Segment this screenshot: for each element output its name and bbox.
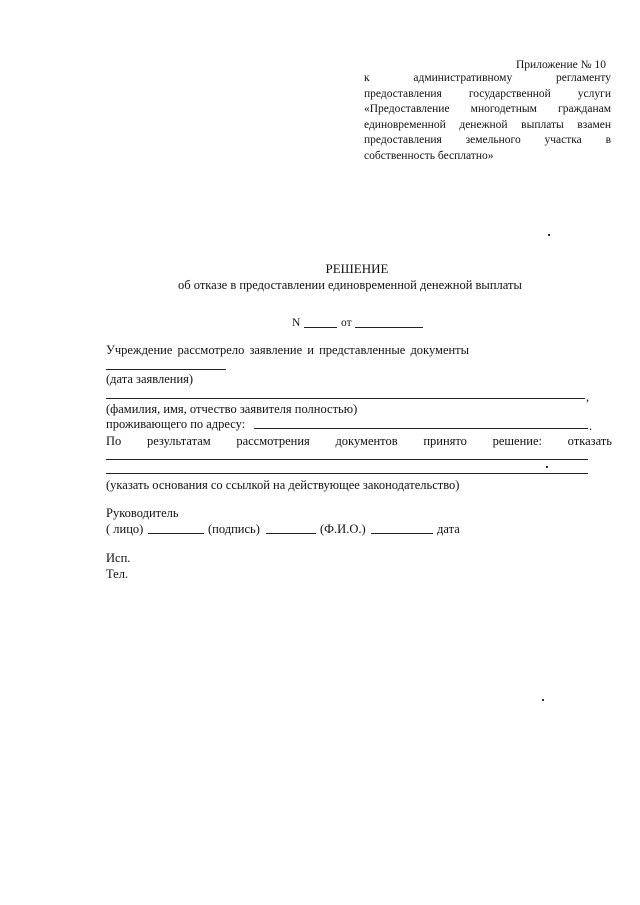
address-dot: .	[589, 419, 593, 433]
address-label: проживающего по адресу:	[106, 417, 246, 431]
result-word: результатам	[146, 434, 211, 448]
result-word: документов	[335, 434, 398, 448]
date-label: дата	[437, 522, 460, 536]
fio-label: (Ф.И.О.)	[320, 522, 366, 536]
face-label: ( лицо)	[106, 522, 144, 536]
head-label: Руководитель	[106, 506, 179, 520]
result-word: рассмотрения	[236, 434, 310, 448]
sign-blank	[266, 533, 316, 534]
annex-text	[364, 71, 611, 165]
face-blank	[148, 533, 204, 534]
decision-subheading: об отказе в предоставлении единовременной денежной выплаты	[178, 278, 522, 292]
decision-date-label: от	[341, 317, 352, 329]
decision-heading: РЕШЕНИЕ	[325, 261, 389, 276]
intro-text: Учреждение рассмотрело заявление и представленные документы	[106, 343, 470, 357]
applicant-name-blank	[106, 398, 585, 399]
result-word: отказать	[567, 434, 612, 448]
scan-speck	[548, 234, 550, 236]
annex-line: предоставления государственной услуги	[364, 87, 611, 100]
decision-number-label: N	[292, 317, 301, 329]
application-date-caption: (дата заявления)	[106, 372, 194, 386]
application-date-blank	[106, 369, 226, 370]
result-word: решение:	[492, 434, 542, 448]
annex-line: собственность бесплатно»	[364, 149, 494, 162]
annex-line: «Предоставление многодетным гражданам	[364, 103, 611, 116]
address-blank	[254, 428, 588, 429]
applicant-name-comma: ,	[586, 390, 590, 404]
fio-blank	[371, 533, 433, 534]
grounds-caption: (указать основания со ссылкой на действующее законодательство)	[106, 478, 460, 492]
grounds-blank-2	[106, 473, 588, 474]
executor-label: Исп.	[106, 551, 131, 565]
annex-line: предоставления земельного участка в	[364, 134, 611, 147]
scan-speck	[542, 699, 544, 701]
sign-label: (подпись)	[208, 522, 260, 536]
annex-line: единовременной денежной выплаты взамен	[364, 118, 611, 131]
applicant-name-caption: (фамилия, имя, отчество заявителя полностью)	[106, 402, 358, 416]
result-word: По	[106, 434, 122, 448]
grounds-blank-1	[106, 459, 588, 460]
annex-title: Приложение № 10	[516, 59, 606, 71]
phone-label: Тел.	[106, 567, 129, 581]
decision-number-blank	[304, 327, 337, 328]
result-word: принято	[423, 434, 467, 448]
annex-line: к административному регламенту	[364, 72, 611, 84]
result-sentence	[106, 434, 612, 448]
scan-speck	[546, 466, 548, 468]
decision-date-blank	[355, 327, 423, 328]
